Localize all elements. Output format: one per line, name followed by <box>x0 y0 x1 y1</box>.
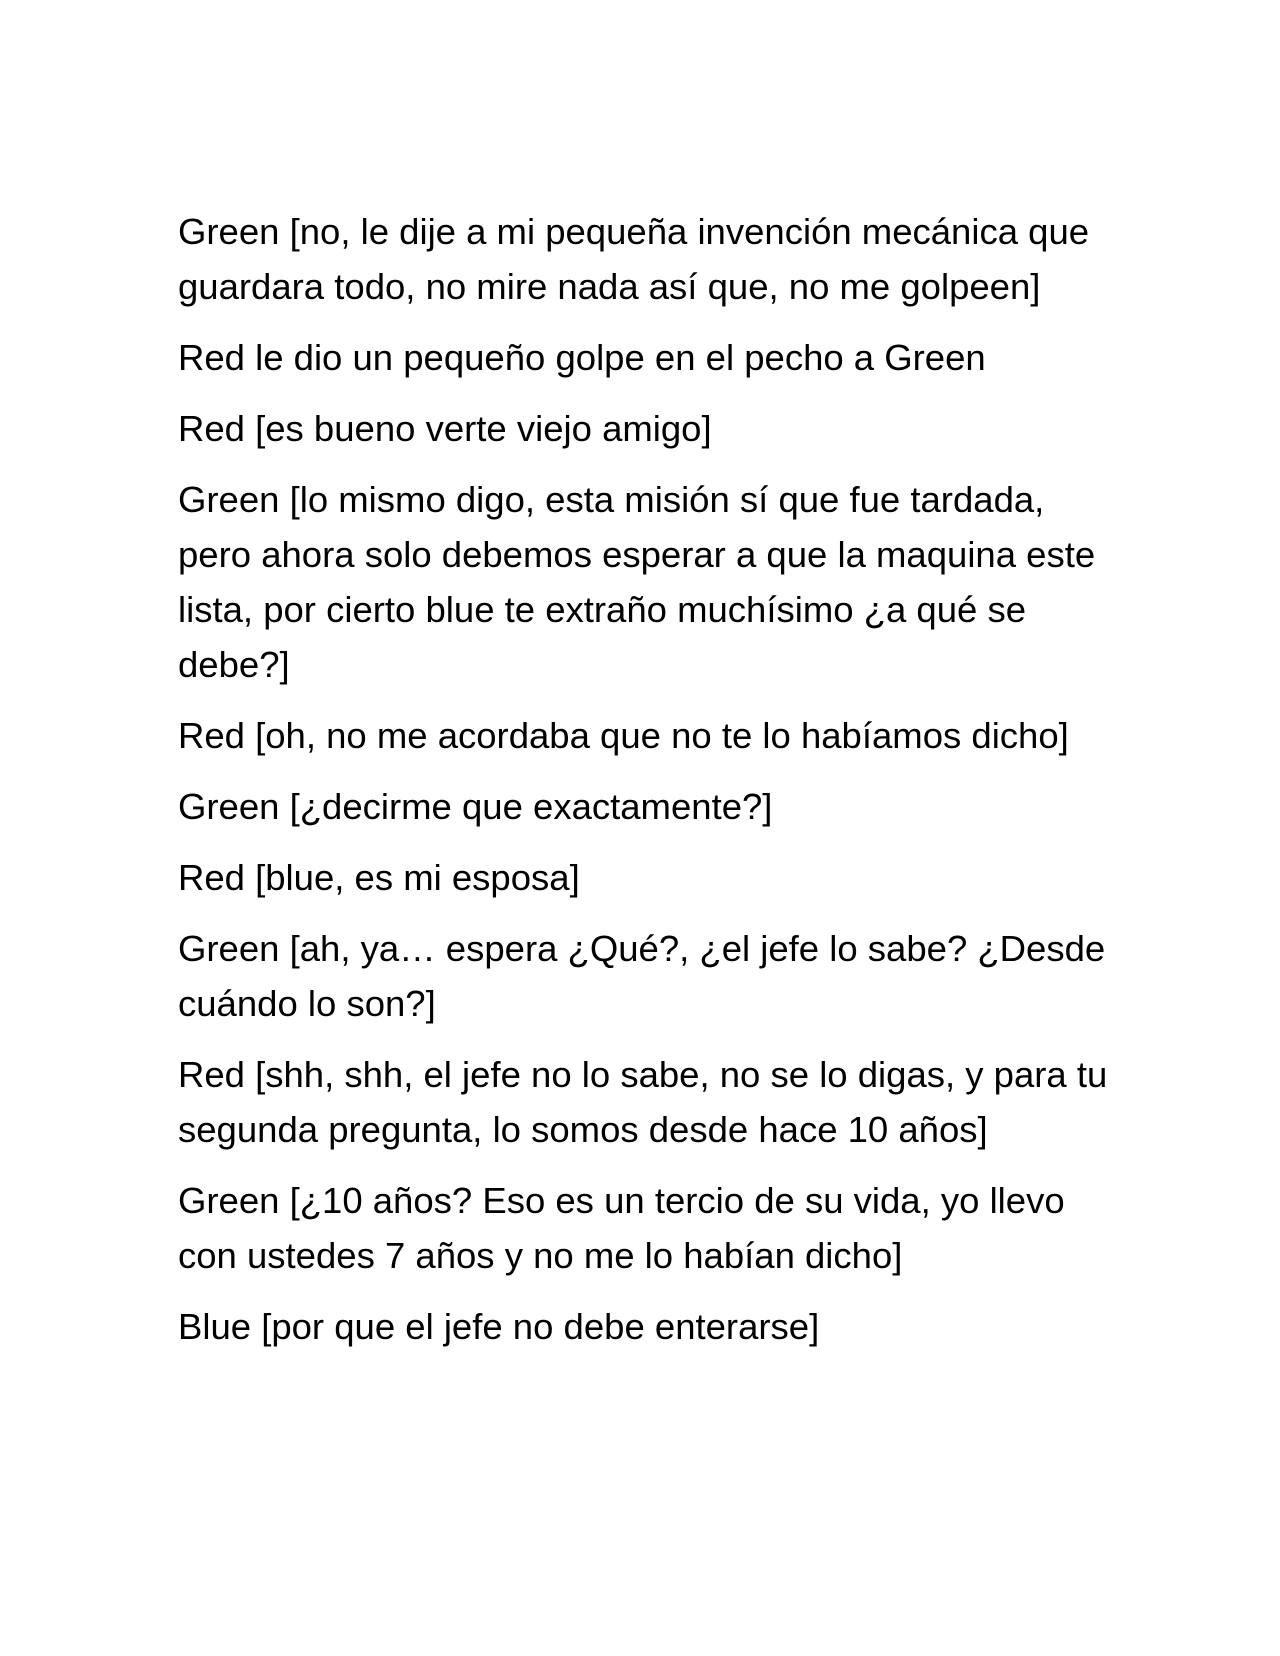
paragraph: Red [shh, shh, el jefe no lo sabe, no se lo digas, y para tu segunda pregunta, lo somos desde hace 10 años] <box>178 1054 1108 1150</box>
paragraph: Blue [por que el jefe no debe enterarse] <box>178 1306 820 1347</box>
paragraph: Red [blue, es mi esposa] <box>178 857 580 898</box>
paragraph: Green [¿decirme que exactamente?] <box>178 786 773 827</box>
paragraph: Green [ah, ya… espera ¿Qué?, ¿el jefe lo sabe? ¿Desde cuándo lo son?] <box>178 928 1106 1024</box>
document-body <box>178 204 1108 1370</box>
paragraph: Green [¿10 años? Eso es un tercio de su vida, yo llevo con ustedes 7 años y no me lo habían dicho] <box>178 1180 1065 1276</box>
paragraph: Red [oh, no me acordaba que no te lo habíamos dicho] <box>178 715 1069 756</box>
paragraph: Green [no, le dije a mi pequeña invención mecánica que guardara todo, no mire nada así que, no me golpeen] <box>178 211 1090 307</box>
paragraph: Green [lo mismo digo, esta misión sí que fue tardada, pero ahora solo debemos esperar a que la maquina este lista, por cierto blue te extraño muchísimo ¿a qué se debe?] <box>178 479 1096 685</box>
paragraph: Red [es bueno verte viejo amigo] <box>178 408 712 449</box>
paragraph: Red le dio un pequeño golpe en el pecho a Green <box>178 337 986 378</box>
